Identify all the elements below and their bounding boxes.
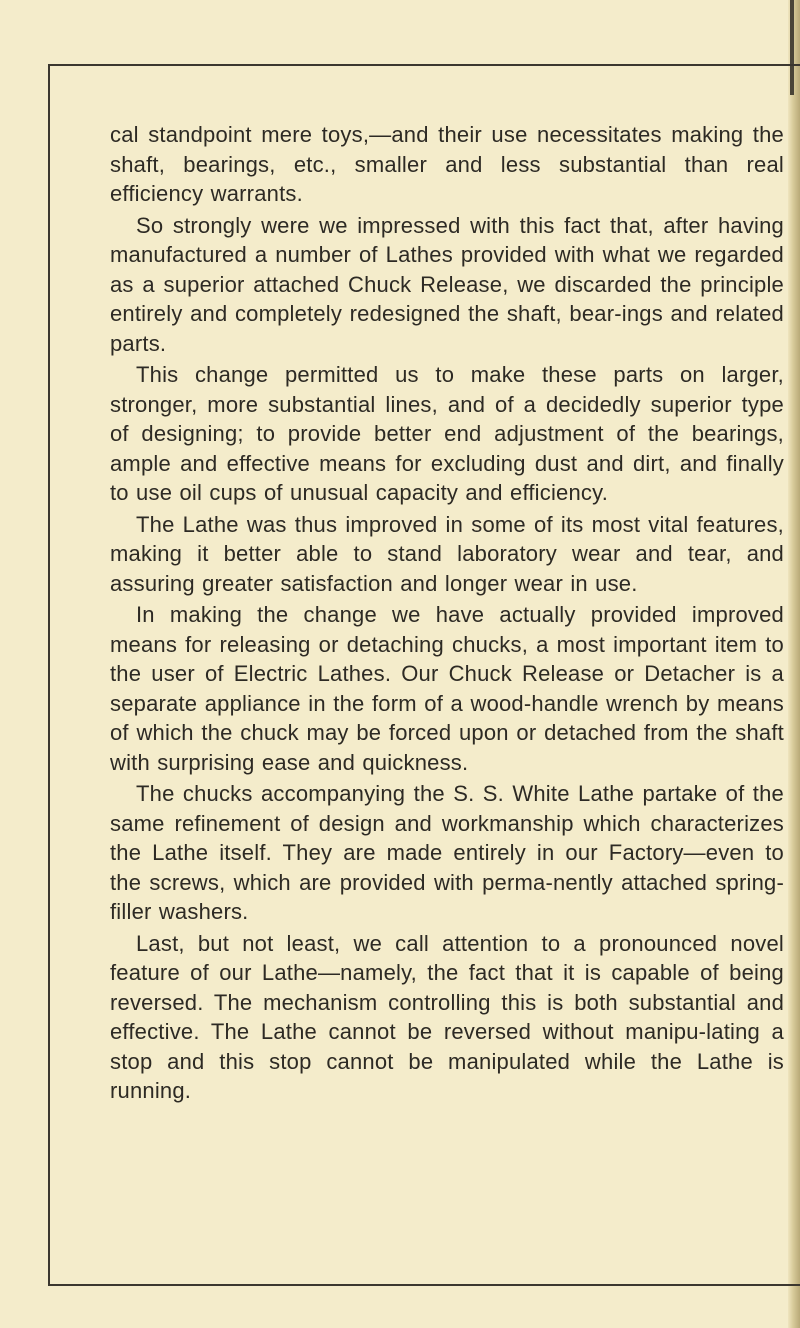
paragraph-4: The Lathe was thus improved in some of its most vital features, making it better able to stand laboratory wear and tear, and assuring greater satisfaction and longer wear in use. xyxy=(110,511,784,596)
paragraph-5: In making the change we have actually provided improved means for releasing or detaching chucks, a most important item to the user of Electric Lathes. Our Chuck Release or Detacher is a separate appliance in the form of a wood-handle wrench by means of which the chuck may be forced upon or detached from the shaft with surprising ease and quickness. xyxy=(110,602,784,775)
paragraph-7: Last, but not least, we call attention to a pronounced novel feature of our Lathe—namely, the fact that it is capable of being reversed. The mechanism controlling this is both substantial and effective. The Lathe cannot be reversed without manipu-lating a stop and this stop cannot be manipulated while the Lathe is running. xyxy=(110,930,784,1103)
paragraph-1: cal standpoint mere toys,—and their use necessitates making the shaft, bearings, etc., smaller and less substantial than real efficiency warrants. xyxy=(110,122,784,206)
paragraph-2: So strongly were we impressed with this fact that, after having manufactured a number of Lathes provided with what we regarded as a superior attached Chuck Release, we discarded the principle entirely and completely redesigned the shaft, bear-ings and related parts. xyxy=(110,212,784,356)
paragraph-3: This change permitted us to make these parts on larger, stronger, more substantial lines, and of a decidedly superior type of designing; to provide better end adjustment of the bearings, ample and effective means for excluding dust and dirt, and finally to use oil cups of unusual capacity and efficiency. xyxy=(110,362,784,505)
paragraph-6: The chucks accompanying the S. S. White Lathe partake of the same refinement of design and workmanship which characterizes the Lathe itself. They are made entirely in our Factory—even to the screws, which are provided with perma-nently attached spring-filler washers. xyxy=(110,781,784,924)
body-text xyxy=(110,120,784,1108)
